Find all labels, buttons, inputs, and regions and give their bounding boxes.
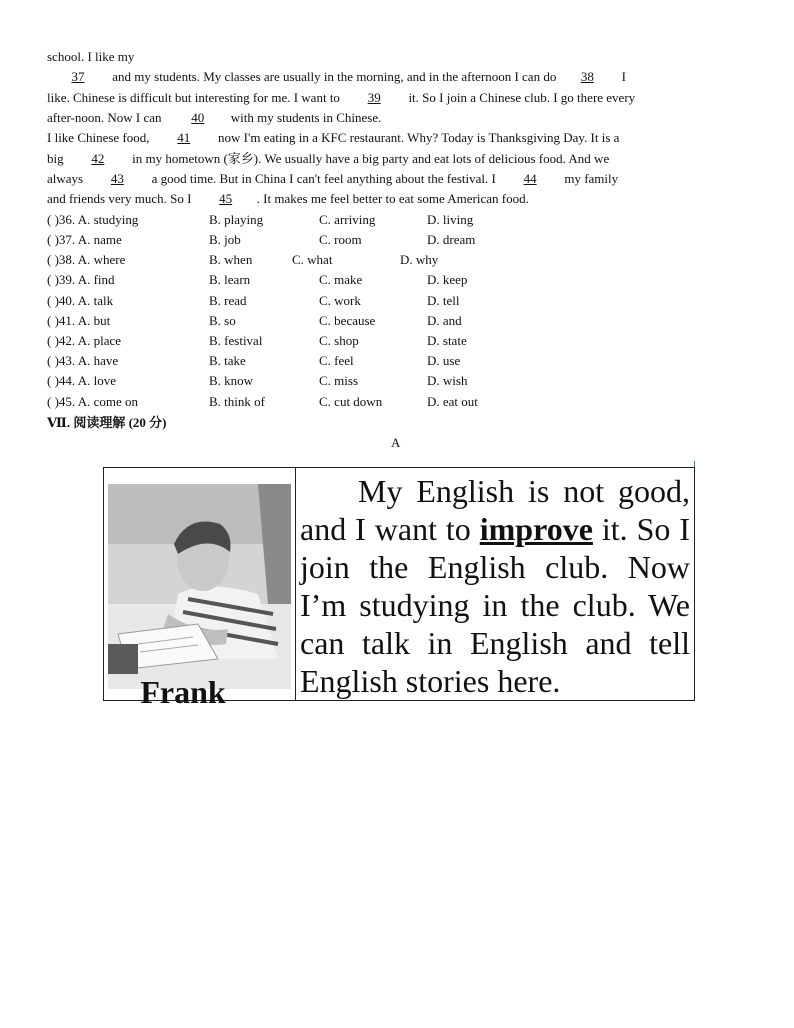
passage-line-5: I like Chinese food, 41 now I'm eating in a KFC restaurant. Why? Today is Thanksgiving Day. It is a	[47, 128, 619, 148]
blank-45[interactable]: 45	[219, 191, 233, 206]
passage-label: A	[391, 435, 401, 450]
blank-43[interactable]: 43	[110, 171, 124, 186]
student-illustration	[108, 484, 291, 689]
card-divider	[295, 468, 296, 700]
blank-42[interactable]: 42	[91, 151, 105, 166]
blank-38[interactable]: 38	[580, 69, 594, 84]
student-name: Frank	[140, 674, 226, 710]
blank-40[interactable]: 40	[191, 110, 205, 125]
student-photo	[108, 484, 291, 710]
passage-line-3: like. Chinese is difficult but interesting for me. I want to 39 it. So I join a Chinese club. I go there every	[47, 88, 635, 108]
blank-44[interactable]: 44	[523, 171, 537, 186]
passage-line-4: after-noon. Now I can 40 with my students in Chinese.	[47, 108, 381, 128]
passage-line-8: and friends very much. So I 45 . It makes me feel better to eat some American food.	[47, 189, 529, 209]
blank-37[interactable]: 37	[71, 69, 85, 84]
passage-line-2: 37 and my students. My classes are usually in the morning, and in the afternoon I can do 38 I	[47, 67, 626, 87]
story-text: My English is not good, and I want to improve it. So I join the English club. Now I’m studying in the club. We can talk in English and tell English stories here.	[300, 473, 691, 699]
keyword-improve: improve	[479, 511, 593, 547]
passage-line-6: big 42 in my hometown (家乡). We usually have a big party and eat lots of delicious food. And we	[47, 149, 609, 169]
passage-line-7: always 43 a good time. But in China I can't feel anything about the festival. I 44 my family	[47, 169, 618, 189]
section-title: Ⅶ. 阅读理解 (20 分)	[47, 415, 167, 430]
passage-line-1: school. I like my	[47, 49, 135, 64]
reading-card	[103, 467, 695, 710]
blank-41[interactable]: 41	[177, 130, 191, 145]
blank-39[interactable]: 39	[367, 90, 381, 105]
